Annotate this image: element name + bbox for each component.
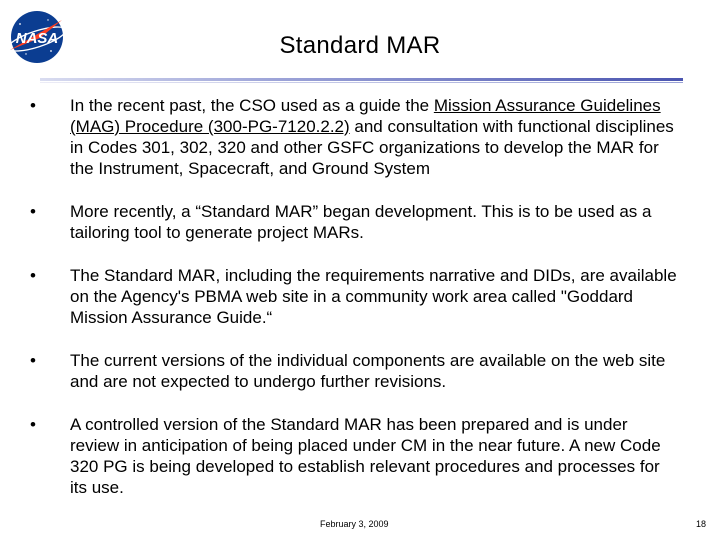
- title-divider: [40, 78, 683, 81]
- bullet-text: The current versions of the individual components are available on the web site and are not expected to undergo further revisions.: [70, 351, 666, 391]
- bullet-icon: •: [30, 202, 36, 221]
- bullet-icon: •: [30, 266, 36, 285]
- bullet-text: The Standard MAR, including the requirements narrative and DIDs, are available on the Agency's PBMA web site in a community work area called "Goddard Mission Assurance Guide.“: [70, 266, 677, 327]
- bullet-text: More recently, a “Standard MAR” began development. This is to be used as a tailoring tool to generate project MARs.: [70, 202, 652, 242]
- bullet-text: In the recent past, the CSO used as a guide the: [70, 96, 434, 115]
- bullet-text: A controlled version of the Standard MAR has been prepared and is under review in anticipation of being placed under CM in the near future. A new Code 320 PG is being developed to establish relevant procedures and processes for its use.: [70, 415, 661, 497]
- bullet-item: [30, 201, 680, 243]
- page-number: 18: [695, 519, 706, 529]
- footer-date: February 3, 2009: [320, 519, 389, 529]
- bullet-item: [30, 414, 680, 498]
- mag-procedure-link[interactable]: Mission Assurance Guidelines (MAG) Procedure (300-PG-7120.2.2): [70, 96, 661, 136]
- logo-text: NASA: [15, 30, 59, 47]
- title-divider-shadow: [40, 82, 683, 83]
- bullet-item: [30, 265, 680, 328]
- bullet-item: [30, 350, 680, 392]
- bullet-text-continued: and consultation with functional disciplines in Codes 301, 302, 320 and other GSFC organizations to develop the MAR for the Instrument, Spacecraft, and Ground System: [70, 117, 674, 178]
- bullet-icon: •: [30, 96, 36, 115]
- bullet-icon: •: [30, 351, 36, 370]
- slide-title: Standard MAR: [279, 32, 441, 59]
- bullet-list: [30, 95, 680, 520]
- bullet-icon: •: [30, 415, 36, 434]
- bullet-item: [30, 95, 680, 179]
